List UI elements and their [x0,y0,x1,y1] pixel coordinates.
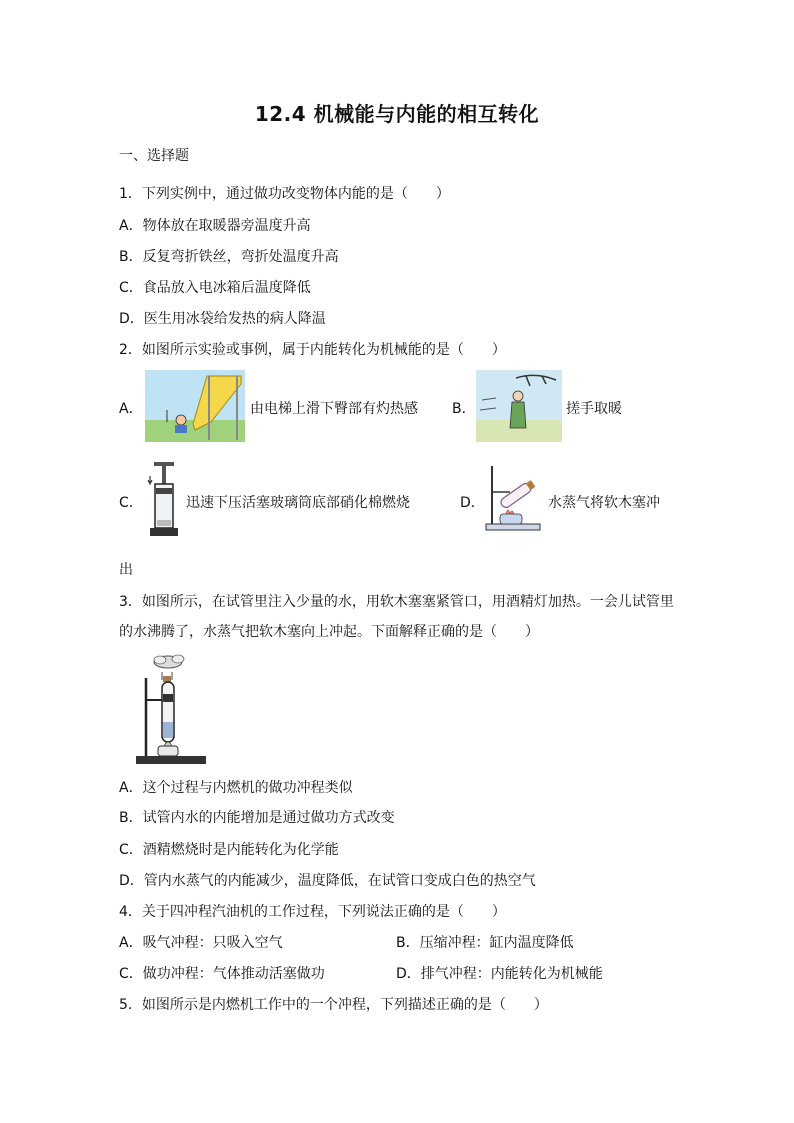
question-2-option-d-letter: D． [460,495,485,511]
question-3-stem-line-1: 3．如图所示，在试管里注入少量的水，用软木塞塞紧管口，用酒精灯加热。一会儿试管里 [119,594,674,610]
question-1-option-b: B．反复弯折铁丝，弯折处温度升高 [119,249,339,265]
question-2-option-b-letter: B． [452,401,476,417]
boiling-test-tube-picture [132,650,210,770]
question-4-option-d: D．排气冲程：内能转化为机械能 [396,966,603,982]
question-4-stem: 4．关于四冲程汽油机的工作过程，下列说法正确的是（ ） [119,904,506,920]
question-3-option-a: A．这个过程与内燃机的做功冲程类似 [119,780,353,796]
question-1-option-d: D．医生用冰袋给发热的病人降温 [119,311,326,327]
question-3-option-b: B．试管内水的内能增加是通过做功方式改变 [119,810,395,826]
piston-cylinder-picture [144,458,184,540]
question-4-option-a: A．吸气冲程：只吸入空气 [119,935,283,951]
section-heading: 一、选择题 [119,148,189,164]
question-5-stem: 5．如图所示是内燃机工作中的一个冲程，下列描述正确的是（ ） [119,997,548,1013]
question-1-option-a: A．物体放在取暖器旁温度升高 [119,218,311,234]
question-2-wrap-text: 出 [119,562,133,578]
question-4-option-c: C．做功冲程：气体推动活塞做功 [119,966,325,982]
question-2-option-c-letter: C． [119,495,143,511]
question-2-stem: 2．如图所示实验或事例，属于内能转化为机械能的是（ ） [119,342,506,358]
question-2-option-d-text: 水蒸气将软木塞冲 [548,495,660,511]
question-3-option-d: D．管内水蒸气的内能减少，温度降低，在试管口变成白色的热空气 [119,873,536,889]
question-2-option-b-text: 搓手取暖 [566,401,622,417]
question-2-option-a-text: 由电梯上滑下臀部有灼热感 [250,401,418,417]
question-3-stem-line-2: 的水沸腾了，水蒸气把软木塞向上冲起。下面解释正确的是（ ） [119,624,539,640]
question-1-option-c: C．食品放入电冰箱后温度降低 [119,280,311,296]
question-2-option-a-letter: A． [119,401,143,417]
slide-picture [145,370,245,442]
test-tube-stopper-picture [484,462,544,534]
question-2-option-c-text: 迅速下压活塞玻璃筒底部硝化棉燃烧 [186,495,410,511]
page-title: 12.4 机械能与内能的相互转化 [254,102,540,126]
question-3-option-c: C．酒精燃烧时是内能转化为化学能 [119,842,339,858]
question-4-option-b: B．压缩冲程：缸内温度降低 [396,935,574,951]
question-1-stem: 1．下列实例中，通过做功改变物体内能的是（ ） [119,186,450,202]
rubbing-hands-picture [476,370,562,442]
